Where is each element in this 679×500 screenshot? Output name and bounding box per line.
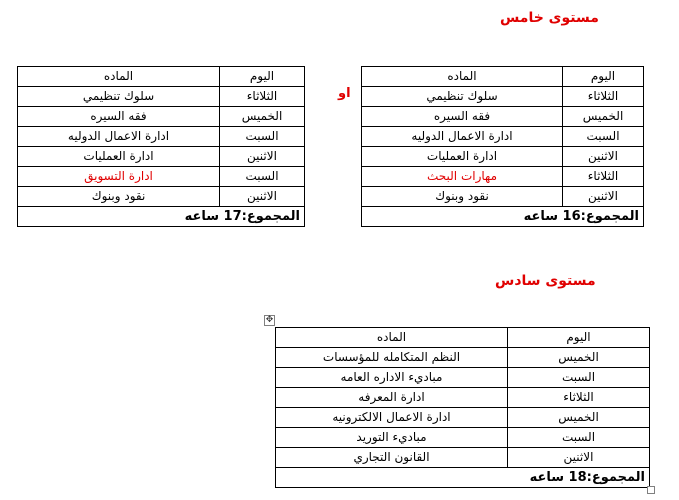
header-day: اليوم	[563, 67, 644, 87]
subject-cell: سلوك تنظيمي	[18, 87, 220, 107]
subject-cell: نقود وبنوك	[362, 187, 563, 207]
table-row	[362, 87, 644, 107]
header-subject: الماده	[362, 67, 563, 87]
subject-cell: ادارة العمليات	[18, 147, 220, 167]
level5-heading: مستوى خامس	[500, 10, 599, 26]
total-row	[276, 468, 650, 488]
day-cell: الاثنين	[563, 147, 644, 167]
day-cell: الثلاثاء	[508, 388, 650, 408]
table-header-row	[18, 67, 305, 87]
day-cell: الاثنين	[563, 187, 644, 207]
day-cell: السبت	[508, 428, 650, 448]
table-row	[276, 388, 650, 408]
day-cell: السبت	[563, 127, 644, 147]
move-handle-icon[interactable]: ✥	[265, 315, 274, 325]
total-row	[362, 207, 644, 227]
header-day: اليوم	[508, 328, 650, 348]
table-row	[18, 127, 305, 147]
total-hours: المجموع:17 ساعه	[18, 207, 305, 227]
table-row	[18, 167, 305, 187]
table-row	[276, 428, 650, 448]
level6-heading: مستوى سادس	[495, 273, 596, 289]
subject-cell: سلوك تنظيمي	[362, 87, 563, 107]
table-row	[276, 448, 650, 468]
subject-cell: ادارة المعرفه	[276, 388, 508, 408]
table-row	[276, 348, 650, 368]
table-row	[276, 368, 650, 388]
day-cell: الخميس	[563, 107, 644, 127]
level5-table-b	[17, 66, 305, 227]
table-row	[18, 87, 305, 107]
table-row	[362, 187, 644, 207]
header-subject: الماده	[276, 328, 508, 348]
table-row	[362, 107, 644, 127]
day-cell: السبت	[220, 127, 305, 147]
subject-cell: ادارة الاعمال الدوليه	[18, 127, 220, 147]
total-row	[18, 207, 305, 227]
subject-cell: ادارة الاعمال الدوليه	[362, 127, 563, 147]
day-cell: الخميس	[508, 348, 650, 368]
subject-cell: القانون التجاري	[276, 448, 508, 468]
day-cell: السبت	[508, 368, 650, 388]
header-subject: الماده	[18, 67, 220, 87]
table-row	[362, 127, 644, 147]
day-cell: الثلاثاء	[563, 87, 644, 107]
subject-cell: مباديء الاداره العامه	[276, 368, 508, 388]
table-row	[276, 408, 650, 428]
total-hours: المجموع:18 ساعه	[276, 468, 650, 488]
subject-cell-highlighted: ادارة التسويق	[18, 167, 220, 187]
table-header-row	[276, 328, 650, 348]
table-row	[362, 167, 644, 187]
resize-handle-icon[interactable]	[647, 486, 655, 494]
level5-table-a	[361, 66, 644, 227]
subject-cell: مباديء التوريد	[276, 428, 508, 448]
day-cell: الاثنين	[220, 187, 305, 207]
day-cell: الاثنين	[220, 147, 305, 167]
subject-cell: ادارة الاعمال الالكترونيه	[276, 408, 508, 428]
table-header-row	[362, 67, 644, 87]
table-row	[18, 107, 305, 127]
table-row	[362, 147, 644, 167]
day-cell: الخميس	[508, 408, 650, 428]
subject-cell: النظم المتكامله للمؤسسات	[276, 348, 508, 368]
day-cell: السبت	[220, 167, 305, 187]
subject-cell: فقه السيره	[18, 107, 220, 127]
total-hours: المجموع:16 ساعه	[362, 207, 644, 227]
day-cell: الثلاثاء	[220, 87, 305, 107]
day-cell: الاثنين	[508, 448, 650, 468]
subject-cell: ادارة العمليات	[362, 147, 563, 167]
level6-table	[275, 327, 650, 488]
table-row	[18, 187, 305, 207]
subject-cell-highlighted: مهارات البحث	[362, 167, 563, 187]
day-cell: الخميس	[220, 107, 305, 127]
table-row	[18, 147, 305, 167]
or-separator: او	[338, 86, 351, 101]
day-cell: الثلاثاء	[563, 167, 644, 187]
subject-cell: فقه السيره	[362, 107, 563, 127]
header-day: اليوم	[220, 67, 305, 87]
subject-cell: نقود وبنوك	[18, 187, 220, 207]
